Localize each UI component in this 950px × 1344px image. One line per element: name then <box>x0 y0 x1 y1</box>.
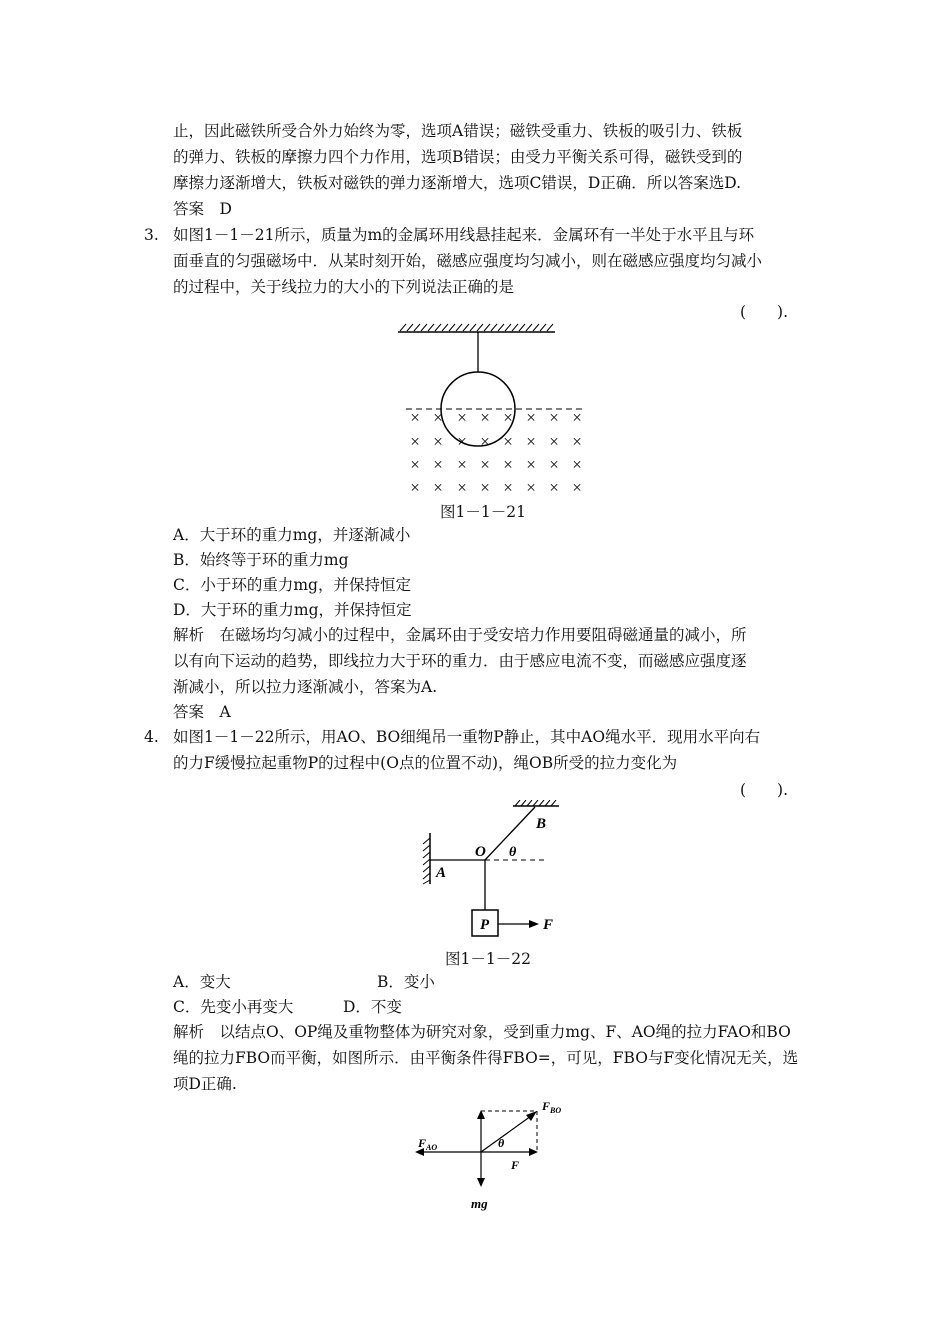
option-a: A．大于环的重力mg，并逐渐减小 <box>173 526 411 544</box>
analysis-line: 渐减小，所以拉力逐渐减小，答案为A. <box>173 678 438 696</box>
svg-text:×: × <box>526 408 536 427</box>
option-c: C．小于环的重力mg，并保持恒定 <box>173 576 411 594</box>
svg-text:×: × <box>433 432 443 451</box>
figure-ring-in-field <box>390 322 590 497</box>
svg-text:×: × <box>572 455 582 474</box>
text-line: 摩擦力逐渐增大，铁板对磁铁的弹力逐渐增大，选项C错误，D正确．所以答案选D. <box>173 174 742 192</box>
option-b: B．始终等于环的重力mg <box>173 551 349 569</box>
svg-text:×: × <box>410 432 420 451</box>
svg-text:×: × <box>457 455 467 474</box>
question-number: 4. <box>144 728 159 746</box>
svg-text:×: × <box>503 408 513 427</box>
label-fbo: $F_{BO}$ <box>542 1099 562 1115</box>
text-line: 的过程中，关于线拉力的大小的下列说法正确的是 <box>173 278 515 296</box>
label-o: O <box>475 844 486 860</box>
analysis-line: 绳的拉力FBO而平衡，如图所示．由平衡条件得FBO=，可见，FBO与F变化情况无关，选 <box>173 1049 799 1067</box>
analysis-line: 解析 以结点O、OP绳及重物整体为研究对象，受到重力mg、F、AO绳的拉力FAO和BO <box>173 1023 791 1041</box>
svg-text:×: × <box>526 478 536 497</box>
analysis-line: 以有向下运动的趋势，即线拉力大于环的重力．由于感应电流不变，而磁感应强度逐 <box>173 652 747 670</box>
svg-text:×: × <box>572 432 582 451</box>
svg-text:×: × <box>549 408 559 427</box>
svg-text:×: × <box>457 408 467 427</box>
svg-text:×: × <box>457 478 467 497</box>
svg-text:×: × <box>457 432 467 451</box>
svg-text:×: × <box>480 432 490 451</box>
svg-text:×: × <box>549 455 559 474</box>
answer-line: 答案 A <box>173 703 231 721</box>
svg-text:×: × <box>526 432 536 451</box>
label-theta: θ <box>498 1136 505 1150</box>
svg-text:×: × <box>503 432 513 451</box>
text-line: 止，因此磁铁所受合外力始终为零，选项A错误；磁铁受重力、铁板的吸引力、铁板 <box>173 122 743 140</box>
figure-force-diagram <box>405 1097 580 1212</box>
svg-text:×: × <box>480 408 490 427</box>
svg-text:×: × <box>549 478 559 497</box>
figure-caption: 图1－1－22 <box>445 950 531 968</box>
figure-caption: 图1－1－21 <box>440 503 526 521</box>
svg-text:×: × <box>503 455 513 474</box>
label-fao: $F_{AO}$ <box>418 1136 438 1152</box>
label-theta: θ <box>509 845 517 860</box>
option-a: A．变大 <box>173 973 231 991</box>
svg-text:×: × <box>410 478 420 497</box>
question-3-line: 3. 如图1－1－21所示，质量为m的金属环用线悬挂起来．金属环有一半处于水平且与环 <box>144 226 755 244</box>
svg-text:×: × <box>410 455 420 474</box>
answer-blank: ( ). <box>740 781 789 799</box>
text-line: 的力F缓慢拉起重物P的过程中(O点的位置不动)，绳OB所受的拉力变化为 <box>173 754 678 772</box>
svg-text:×: × <box>572 478 582 497</box>
figure-rope-system <box>415 800 585 942</box>
text-line: 的弹力、铁板的摩擦力四个力作用，选项B错误；由受力平衡关系可得，磁铁受到的 <box>173 148 743 166</box>
option-b: B．变小 <box>377 973 435 991</box>
option-d: D．不变 <box>343 998 402 1016</box>
label-f: F <box>511 1158 520 1172</box>
svg-text:×: × <box>526 455 536 474</box>
answer-blank: ( ). <box>740 303 789 321</box>
svg-text:×: × <box>503 478 513 497</box>
svg-text:×: × <box>433 408 443 427</box>
svg-text:×: × <box>572 408 582 427</box>
svg-text:×: × <box>549 432 559 451</box>
svg-text:×: × <box>433 455 443 474</box>
label-p: P <box>480 917 490 933</box>
option-c: C．先变小再变大 <box>173 998 294 1016</box>
text-line: 面垂直的匀强磁场中．从某时刻开始，磁感应强度均匀减小，则在磁感应强度均匀减小 <box>173 252 763 270</box>
svg-text:×: × <box>433 478 443 497</box>
option-d: D．大于环的重力mg，并保持恒定 <box>173 601 412 619</box>
svg-text:×: × <box>410 408 420 427</box>
svg-text:×: × <box>480 478 490 497</box>
label-f: F <box>543 917 554 933</box>
question-4-line: 4. 如图1－1－22所示，用AO、BO细绳吊一重物P静止，其中AO绳水平．现用水平向右 <box>144 728 761 746</box>
label-b: B <box>536 816 547 832</box>
label-a: A <box>436 865 447 881</box>
answer-line: 答案 D <box>173 200 232 218</box>
analysis-line: 项D正确. <box>173 1075 237 1093</box>
label-mg: mg <box>471 1196 488 1211</box>
analysis-line: 解析 在磁场均匀减小的过程中，金属环由于受安培力作用要阻碍磁通量的减小，所 <box>173 626 747 644</box>
svg-text:×: × <box>480 455 490 474</box>
question-number: 3. <box>144 226 159 244</box>
